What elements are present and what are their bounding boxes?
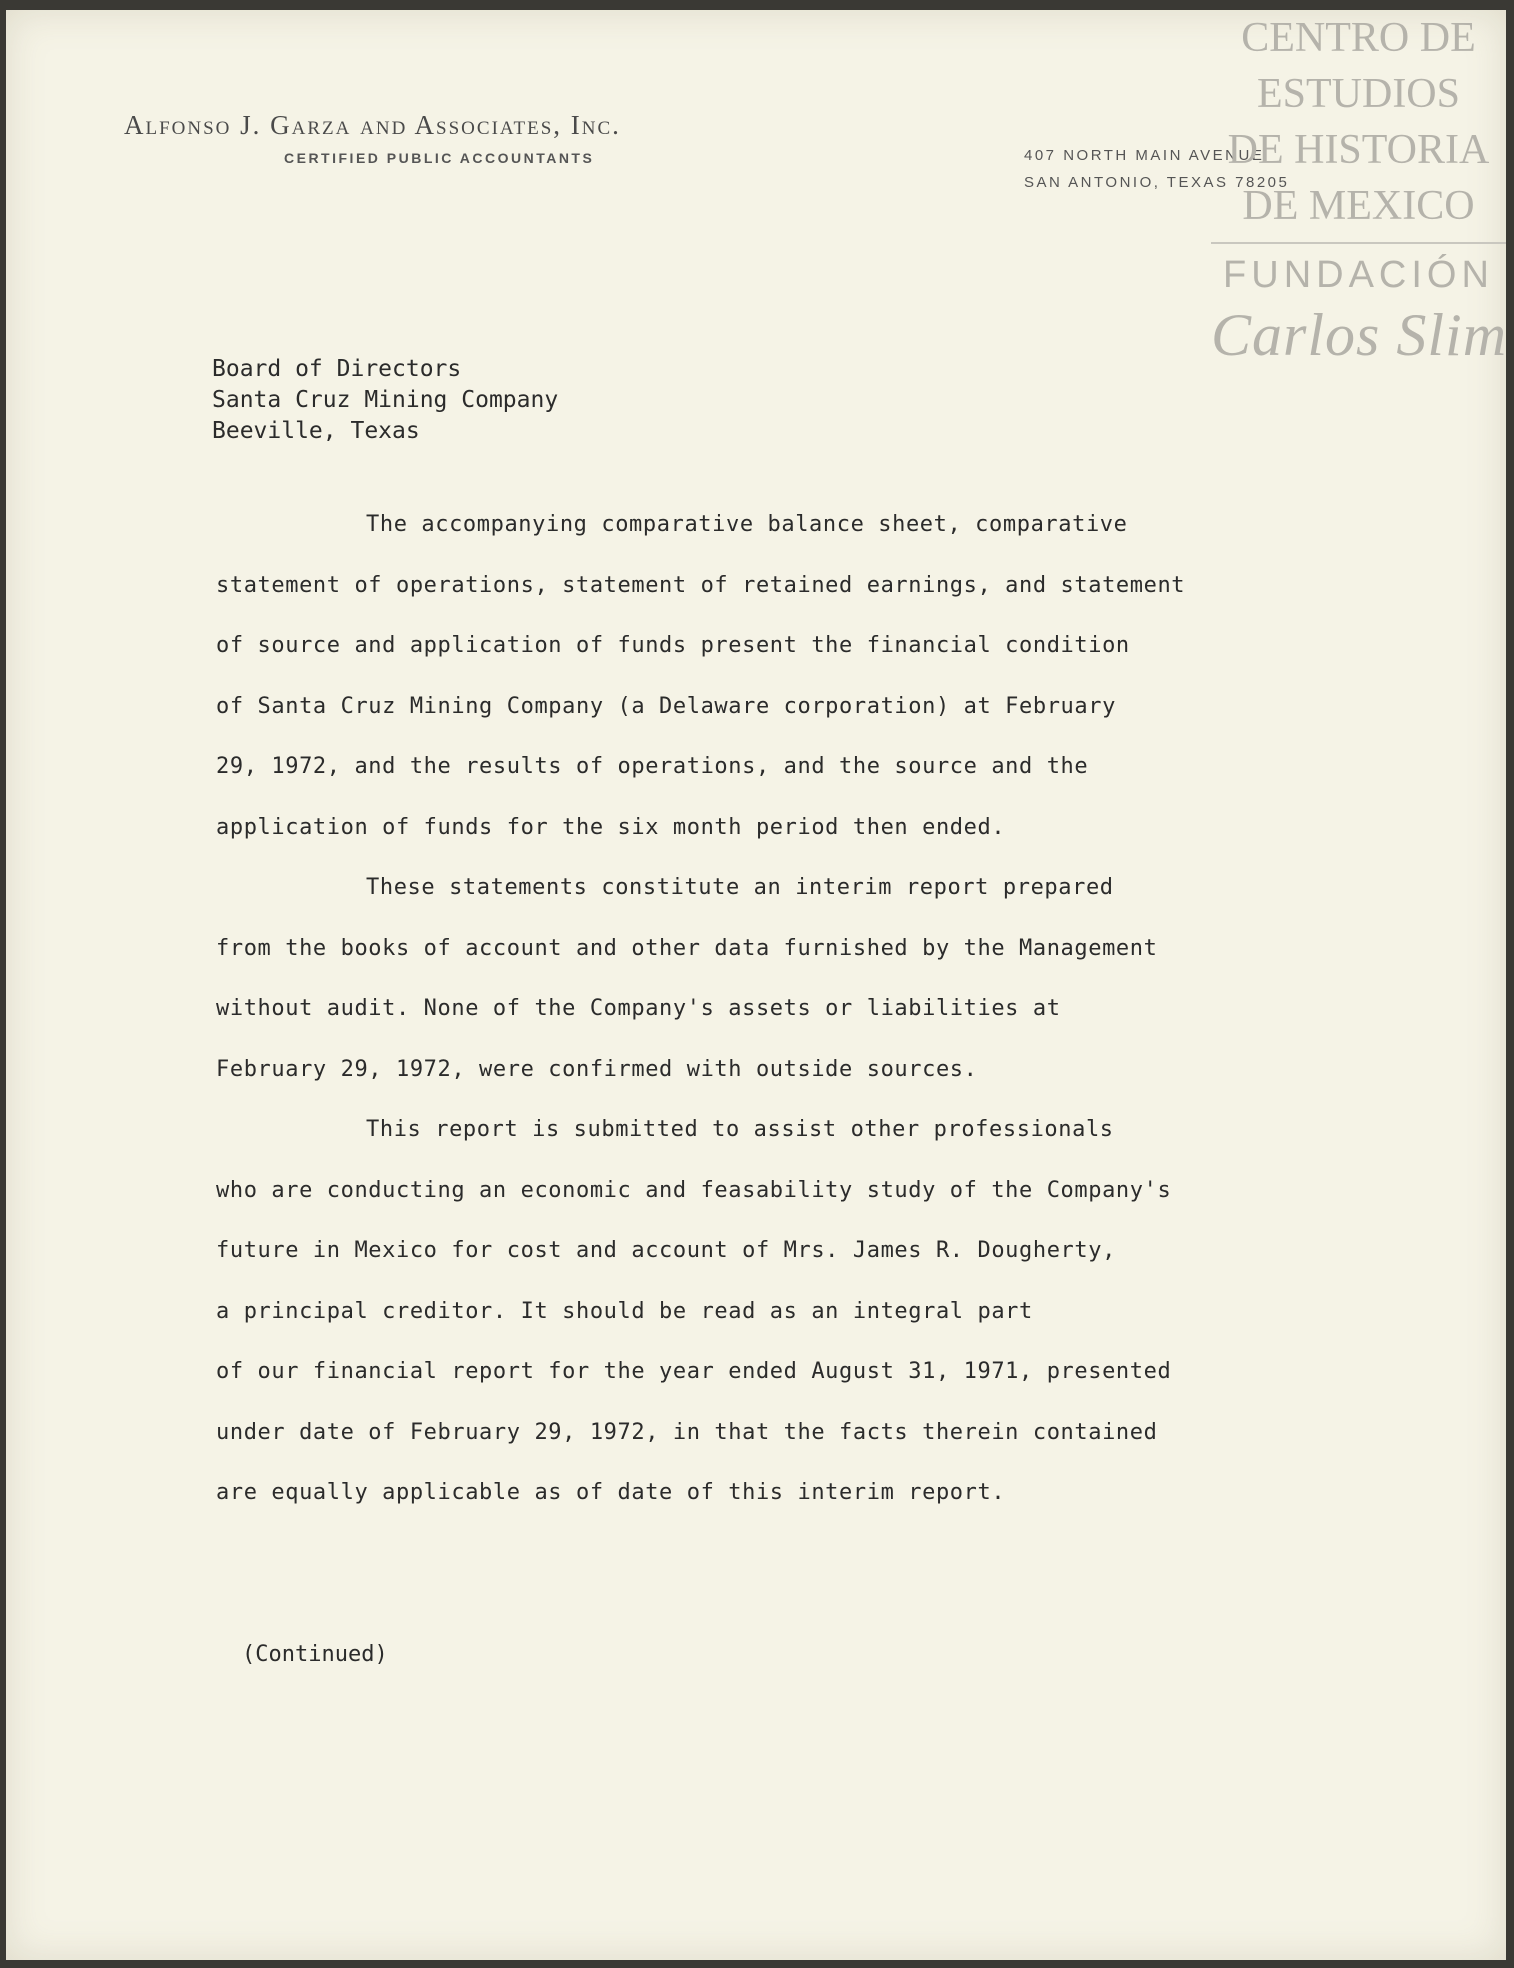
continued-label: (Continued) bbox=[242, 1642, 388, 1667]
body-line: are equally applicable as of date of this interim report. bbox=[216, 1480, 1006, 1505]
firm-name: Alfonso J. Garza and Associates, Inc. bbox=[124, 110, 621, 140]
body-line: of source and application of funds present the financial condition bbox=[216, 633, 1130, 658]
body-line: under date of February 29, 1972, in that the facts therein contained bbox=[216, 1419, 1158, 1445]
body-line: statement of operations, statement of retained earnings, and statement bbox=[216, 572, 1186, 598]
body-line: from the books of account and other data furnished by the Management bbox=[216, 935, 1158, 961]
document-page bbox=[6, 10, 1506, 1960]
body-line: of our financial report for the year ended August 31, 1971, presented bbox=[216, 1359, 1172, 1384]
watermark-line-3: DE HISTORIA bbox=[1227, 127, 1490, 173]
watermark-foundation: FUNDACIÓN bbox=[1223, 254, 1494, 296]
addressee-block bbox=[212, 354, 558, 447]
addressee-line: Beeville, Texas bbox=[212, 418, 420, 444]
body-line: of Santa Cruz Mining Company (a Delaware corporation) at February bbox=[216, 693, 1116, 719]
body-line: a principal creditor. It should be read as an integral part bbox=[216, 1298, 1033, 1324]
watermark-line-2: ESTUDIOS bbox=[1256, 71, 1460, 117]
watermark-line-4: DE MEXICO bbox=[1242, 183, 1475, 229]
addressee-line: Santa Cruz Mining Company bbox=[212, 387, 559, 413]
body-line: 29, 1972, and the results of operations, and the source and the bbox=[216, 754, 1089, 779]
body-line: without audit. None of the Company's assets or liabilities at bbox=[216, 996, 1061, 1021]
archive-watermark bbox=[1211, 10, 1506, 370]
firm-subtitle: CERTIFIED PUBLIC ACCOUNTANTS bbox=[284, 150, 595, 166]
address-line-1: 407 NORTH MAIN AVENUE bbox=[1024, 147, 1265, 164]
body-line: future in Mexico for cost and account of Mrs. James R. Dougherty, bbox=[216, 1238, 1116, 1263]
body-line: who are conducting an economic and feasability study of the Company's bbox=[216, 1177, 1172, 1203]
body-line: February 29, 1972, were confirmed with outside sources. bbox=[216, 1056, 978, 1082]
body-line: These statements constitute an interim report prepared bbox=[366, 875, 1114, 900]
watermark-divider bbox=[1211, 242, 1506, 244]
body-line: This report is submitted to assist other professionals bbox=[366, 1117, 1114, 1142]
letter-body bbox=[216, 495, 1185, 1524]
body-line: application of funds for the six month period then ended. bbox=[216, 814, 1006, 840]
watermark-line-1: CENTRO DE bbox=[1241, 15, 1476, 61]
address-line-2: SAN ANTONIO, TEXAS 78205 bbox=[1024, 174, 1290, 191]
watermark-signature: Carlos Slim bbox=[1211, 302, 1508, 368]
addressee-line: Board of Directors bbox=[212, 356, 462, 382]
body-line: The accompanying comparative balance sheet, comparative bbox=[366, 512, 1128, 537]
